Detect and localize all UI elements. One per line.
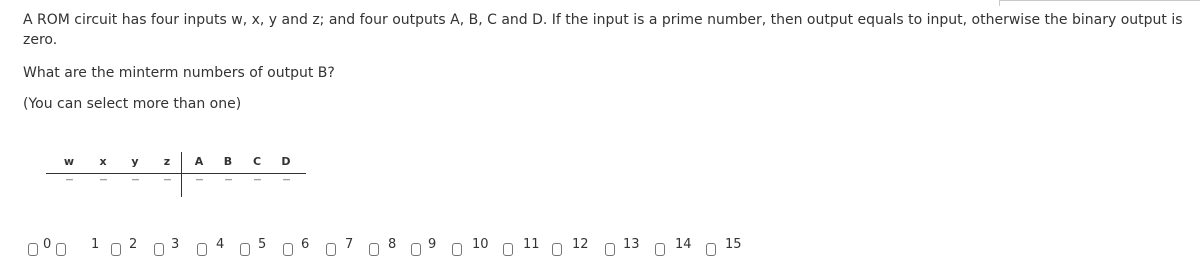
checkbox-11[interactable] bbox=[503, 243, 513, 256]
option-label-1: 1 bbox=[91, 237, 100, 252]
checkbox-10[interactable] bbox=[452, 243, 462, 256]
table-input-output-divider bbox=[181, 152, 182, 197]
option-label-3: 3 bbox=[171, 237, 180, 252]
option-label-6: 6 bbox=[301, 237, 310, 252]
header-w: w bbox=[63, 155, 75, 168]
cell-placeholder-w: --- bbox=[65, 175, 73, 185]
cell-placeholder-z: --- bbox=[163, 175, 171, 185]
top-border-line bbox=[1000, 0, 1200, 1]
checkbox-7[interactable] bbox=[326, 243, 336, 256]
cell-placeholder-y: --- bbox=[131, 175, 139, 185]
cell-placeholder-a: --- bbox=[195, 175, 203, 185]
checkbox-1[interactable] bbox=[56, 243, 66, 256]
cell-placeholder-b: --- bbox=[224, 175, 232, 185]
checkbox-4[interactable] bbox=[197, 243, 207, 256]
top-border-tick bbox=[999, 0, 1000, 6]
checkbox-5[interactable] bbox=[240, 243, 250, 256]
header-d: D bbox=[281, 155, 291, 168]
cell-placeholder-x: --- bbox=[99, 175, 107, 185]
option-label-7: 7 bbox=[345, 237, 354, 252]
checkbox-6[interactable] bbox=[283, 243, 293, 256]
option-label-10: 10 bbox=[472, 237, 489, 252]
checkbox-8[interactable] bbox=[369, 243, 379, 256]
checkbox-12[interactable] bbox=[552, 243, 562, 256]
checkbox-0[interactable] bbox=[28, 243, 38, 256]
checkbox-9[interactable] bbox=[411, 243, 421, 256]
table-header-divider bbox=[46, 173, 306, 174]
question-text: A ROM circuit has four inputs w, x, y and z; and four outputs A, B, C and D. If the input is a prime number, then output equals to input, otherwise the binary output is zero. bbox=[23, 12, 1183, 48]
option-label-11: 11 bbox=[523, 237, 540, 252]
question-prompt: What are the minterm numbers of output B? bbox=[23, 65, 335, 81]
selection-hint: (You can select more than one) bbox=[23, 96, 242, 112]
truth-table bbox=[40, 150, 310, 200]
option-label-13: 13 bbox=[623, 237, 640, 252]
option-label-5: 5 bbox=[258, 237, 267, 252]
header-a: A bbox=[194, 155, 204, 168]
checkbox-14[interactable] bbox=[655, 243, 665, 256]
checkbox-15[interactable] bbox=[706, 243, 716, 256]
option-label-9: 9 bbox=[428, 237, 437, 252]
option-label-15: 15 bbox=[725, 237, 742, 252]
checkbox-13[interactable] bbox=[605, 243, 615, 256]
option-label-4: 4 bbox=[216, 237, 225, 252]
option-label-2: 2 bbox=[129, 237, 138, 252]
option-label-12: 12 bbox=[572, 237, 589, 252]
option-label-8: 8 bbox=[388, 237, 397, 252]
cell-placeholder-d: --- bbox=[282, 175, 290, 185]
header-z: z bbox=[163, 155, 171, 168]
header-x: x bbox=[99, 155, 107, 168]
option-label-14: 14 bbox=[675, 237, 692, 252]
checkbox-3[interactable] bbox=[154, 243, 164, 256]
header-y: y bbox=[131, 155, 139, 168]
checkbox-2[interactable] bbox=[111, 243, 121, 256]
header-b: B bbox=[223, 155, 233, 168]
header-c: C bbox=[252, 155, 262, 168]
cell-placeholder-c: --- bbox=[253, 175, 261, 185]
option-label-0: 0 bbox=[43, 237, 52, 252]
